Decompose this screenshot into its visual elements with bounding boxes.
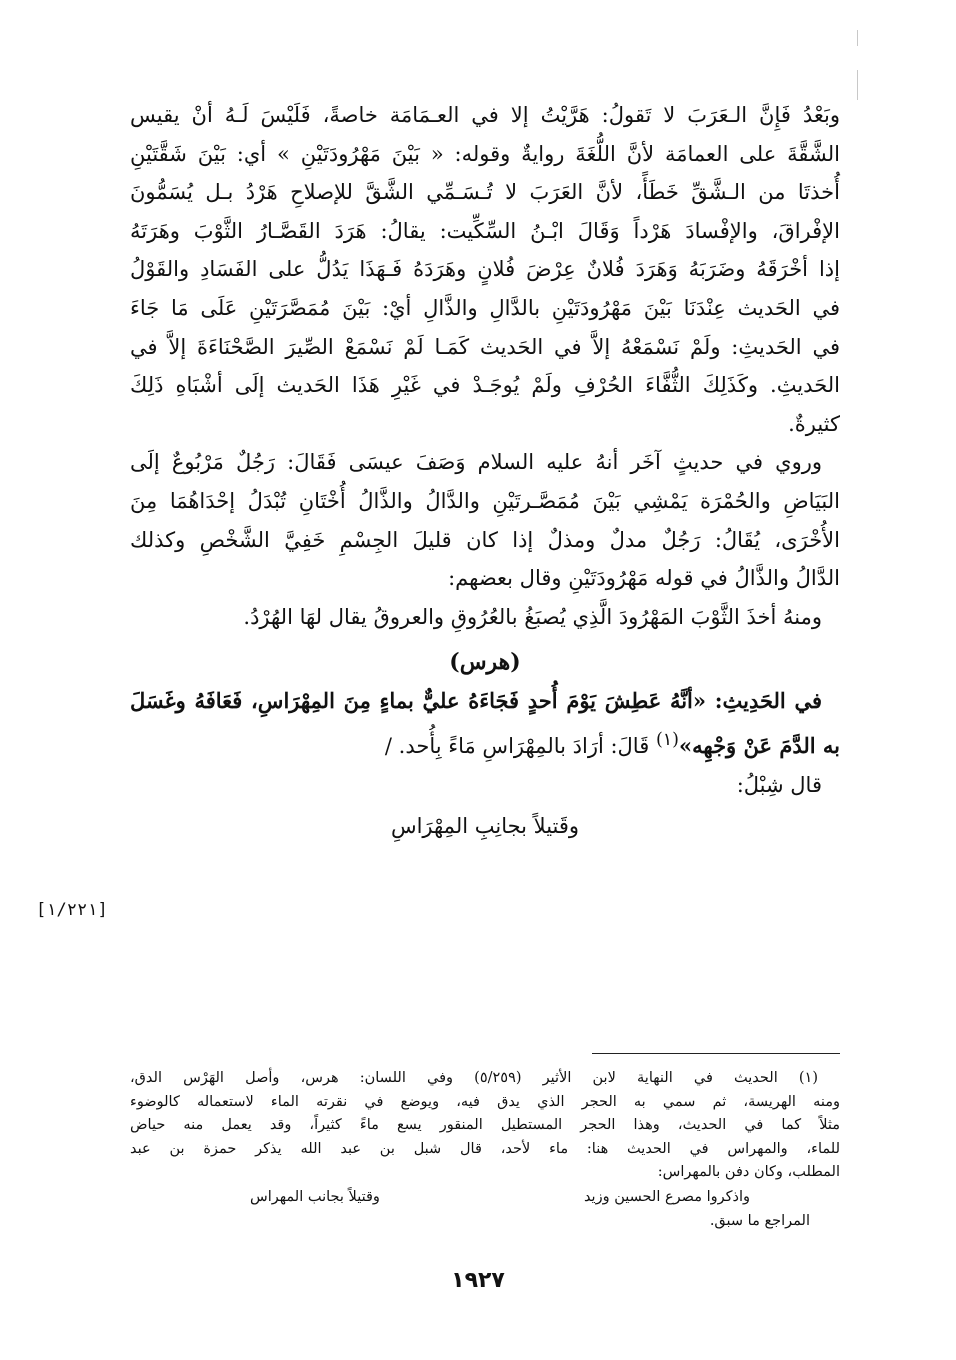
footnote-line: ومنه الهريسة، ثم سمي به الحجر الذي يدق فيه، ويوضع في نقرته الماء لاستعماله كالوضوء bbox=[130, 1093, 840, 1110]
text-line: الأُخْرَى، يُقَالُ: رَجُلٌ مدلٌ ومذلٌ إذا كان قليلَ الجِسْمِ خَفِيَّ الشَّخْصِ وكذلك bbox=[130, 527, 840, 552]
footnote-verse bbox=[130, 1185, 840, 1209]
text-line: الدَّالُ والذَّالُ في قوله مَهْرُودَتَيْنِ وقال بعضهم: bbox=[448, 566, 840, 591]
page-number: ١٩٢٧ bbox=[451, 1268, 505, 1293]
footnote-verse-second: وقتيلاً بجانب المهراس bbox=[250, 1188, 380, 1205]
text-line: وبَعْدُ فَإِنَّ الـعَرَبَ لا تَقولُ: هَرَّيْتُ إلا في العـمَامَة خاصةً، فَلَيْسَ لَـهُ أنْ يقيس bbox=[130, 103, 840, 127]
footnotes bbox=[130, 1067, 840, 1233]
text-line: في الحَديث عِنْدَنَا بَيْنَ مَهْرُودَتَيْنِ بالدَّالِ والذَّالِ أيْ: بَيْنَ مُمَصَّرَتَيْنِ عَلَى مَا جَاءَ bbox=[130, 295, 840, 320]
text-line: في الحَديثِ: ولَمْ نَسْمَعْهُ إلاَّ في الحَديث كَمَـا لَمْ نَسْمَعْ الصِّيرَ الصَّحْنَاءَةَ إلاَّ في bbox=[130, 334, 840, 359]
main-text bbox=[130, 96, 840, 848]
hadith-line bbox=[130, 721, 840, 766]
hadith-line: في الحَدِيثِ: «أنَّهُ عَطِشَ يَوْمَ أُحدٍ فَجَاءَهُ عليٌّ بماءٍ مِنَ المِهْرَاسِ، فَعَافَهُ وغَسَلَ bbox=[130, 688, 822, 714]
hadith-comment: قَالَ: أرَادَ بالمِهْرَاسِ مَاءً بِأُحد. / bbox=[384, 733, 650, 758]
text-line: كثيرةٌ. bbox=[788, 411, 840, 436]
footnote-line: مثلاً كما في الحديث، وهذا الحجر المستطيل المنقور يسع ماءً كثيراً، وقد يعمل منه حياض bbox=[130, 1117, 840, 1134]
text-line: قال شِبْلُ: bbox=[736, 772, 822, 797]
text-line: البَيَاضِ والحُمْرَة يَمْشِي بَيْنَ مُمَصَّـرتَيْنِ والدَّالُ والذَّالُ أُخْتَانِ تُبْدَلُ إحْدَاهُمَا مِنَ bbox=[130, 488, 840, 513]
page-edge-mark-top bbox=[857, 30, 858, 46]
footnote-rule bbox=[592, 1053, 840, 1054]
text-line: إذا أخْرَقَهُ وضَرَبَهُ وَهَرَدَ فُلانٌ عِرْضَ فُلانٍ وهَرَدَهُ فَـهَذَا يَدُلُّ على الفَسَادِ والقَوْلُ bbox=[130, 257, 840, 282]
footnote-verse-first: واذكروا مصرع الحسين وزيد bbox=[583, 1188, 750, 1205]
text-line: الحَديثِ. وكَذَلِكَ الثُّفَّاءَ الحُرْفِ ولَمْ يُوجَـدْ في غَيْرِ هَذَا الحَديث إلَى أشْبَاهِ ذَلِكَ bbox=[130, 373, 840, 398]
footnote-ref: (١) bbox=[655, 729, 679, 750]
quote-line: ومنهُ أخذَ الثَّوْبَ المَهْرُودَ الَّذِي يُصبَغُ بالعُرُوقِ والعروقُ يقال لهَا الهُرْدُ. bbox=[243, 604, 822, 629]
footnote-end: المراجع ما سبق. bbox=[709, 1212, 810, 1229]
margin-reference: [١/٢٢١] bbox=[36, 900, 108, 920]
verse: وقَتيلاً بجانِبِ المِهْرَاسِ bbox=[390, 814, 580, 839]
footnote-line: للماء، والمهراس في الحديث هنا: ماء لأحد، قال شبل بن عبد الله يذكر حمزة بن عبد bbox=[130, 1140, 840, 1157]
page-edge-mark bbox=[857, 70, 858, 100]
text-line: أُخذتَا من الـشَّقِّ خَطَأً، لأنَّ العَرَبَ لا تُـسَـمِّي الشَّقَّ للإصلاحِ هَرْدُ بـل يُسَمُّونَ bbox=[130, 180, 840, 205]
section-heading: (هرس) bbox=[449, 649, 521, 676]
text-line: وروي في حديثٍ آخَر أنهُ عليه السلام وَصَفَ عيسَى فَقَالَ: رَجُلٌ مَرْبُوعٌ إلَى bbox=[130, 450, 822, 475]
text-line: الشَّقَّةَ على العمامَة لأنَّ اللُّغَةَ روايةٌ وقوله: « بَيْنَ مَهْرُودَتَيْنِ » أي: بَيْنَ شَقَّتَيْنِ bbox=[130, 141, 840, 166]
footnote-line: (١) الحديث في النهاية لابن الأثير (٥/٢٥٩) وفي اللسان: هرس، وأصل الهَرْس الدق، bbox=[130, 1070, 818, 1086]
hadith-end: به الدَّمَ عَنْ وَجْهِه» bbox=[679, 732, 840, 758]
text-line: الإفْراقَ، والإفْسادَ هَرْداً وَقَالَ ابْـنُ السِّكِّيت: يقالُ: هَرَدَ القَصَّـارُ الثَّوْبَ وهَرَتَهُ bbox=[130, 218, 840, 243]
footnote-line: المطلب، وكان دفن بالمهراس: bbox=[657, 1164, 840, 1181]
